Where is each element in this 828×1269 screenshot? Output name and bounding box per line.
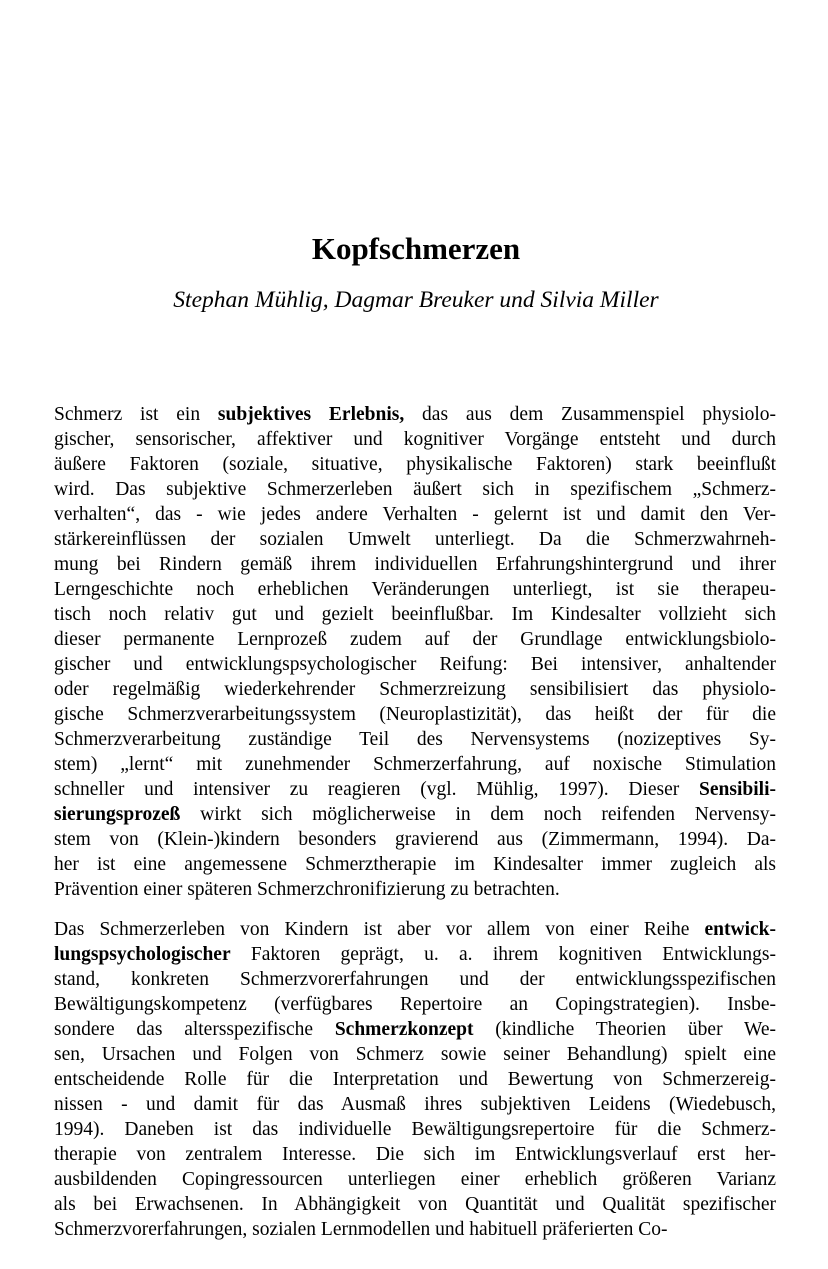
- text-line: [54, 1117, 776, 1142]
- text-line: [54, 992, 776, 1017]
- text-span: Prävention einer späteren Schmerzchronifizierung zu betrachten.: [54, 879, 560, 900]
- text-line: [54, 852, 776, 877]
- text-span: als bei Erwachsenen. In Abhängigkeit von Quantität und Qualität spezifischer: [54, 1194, 776, 1215]
- text-line: [54, 1217, 776, 1242]
- text-line: [54, 917, 776, 942]
- text-line: [54, 652, 776, 677]
- text-span: (kindliche Theorien über We-: [473, 1019, 776, 1040]
- text-line: [54, 502, 776, 527]
- text-line: [54, 1067, 776, 1092]
- text-span: Faktoren geprägt, u. a. ihrem kognitiven Entwicklungs-: [230, 944, 776, 965]
- bold-term: subjektives Erlebnis,: [217, 404, 405, 425]
- text-line: [54, 602, 776, 627]
- text-span: verhalten“, das - wie jedes andere Verhalten - gelernt ist und damit den Ver-: [54, 504, 776, 525]
- text-span: tisch noch relativ gut und gezielt beeinflußbar. Im Kindesalter vollzieht sich: [54, 604, 776, 625]
- text-line: [54, 427, 776, 452]
- text-span: dieser permanente Lernprozeß zudem auf der Grundlage entwicklungsbiolo-: [54, 629, 776, 650]
- text-line: [54, 477, 776, 502]
- text-line: [54, 1042, 776, 1067]
- bold-term: Sensibili-: [699, 779, 776, 800]
- chapter-authors: Stephan Mühlig, Dagmar Breuker und Silvia Miller: [173, 287, 659, 313]
- text-span: äußere Faktoren (soziale, situative, physikalische Faktoren) stark beeinflußt: [54, 454, 776, 475]
- text-span: stärkereinflüssen der sozialen Umwelt unterliegt. Da die Schmerzwahrneh-: [54, 529, 776, 550]
- bold-term: lungspsychologischer: [54, 944, 231, 965]
- text-span: stand, konkreten Schmerzvorerfahrungen und der entwicklungsspezifischen: [54, 969, 776, 990]
- text-span: schneller und intensiver zu reagieren (vgl. Mühlig, 1997). Dieser: [54, 779, 700, 800]
- text-line: [54, 1142, 776, 1167]
- text-line: [54, 1017, 776, 1042]
- text-line: [54, 577, 776, 602]
- text-line: [54, 942, 776, 967]
- bold-term: Schmerzkonzept: [334, 1019, 474, 1040]
- text-line: [54, 877, 776, 902]
- text-span: nissen - und damit für das Ausmaß ihres subjektiven Leidens (Wiedebusch,: [54, 1094, 776, 1115]
- text-line: [54, 677, 776, 702]
- text-line: [54, 552, 776, 577]
- text-line: [54, 1192, 776, 1217]
- chapter-title: Kopfschmerzen: [311, 231, 521, 266]
- text-line: [54, 777, 776, 802]
- text-span: therapie von zentralem Interesse. Die sich im Entwicklungsverlauf erst her-: [54, 1144, 776, 1165]
- text-span: gische Schmerzverarbeitungssystem (Neuroplastizität), das heißt der für die: [54, 704, 776, 725]
- text-span: wird. Das subjektive Schmerzerleben äußert sich in spezifischem „Schmerz-: [54, 479, 776, 500]
- text-span: das aus dem Zusammenspiel physiolo-: [404, 404, 777, 425]
- bold-term: entwick-: [704, 919, 776, 940]
- text-span: Schmerzvorerfahrungen, sozialen Lernmodellen und habituell präferierten Co-: [54, 1219, 668, 1240]
- text-span: Schmerz ist ein: [54, 404, 218, 425]
- text-span: gischer, sensorischer, affektiver und kognitiver Vorgänge entsteht und durch: [54, 429, 776, 450]
- text-span: Bewältigungskompetenz (verfügbares Repertoire an Copingstrategien). Insbe-: [54, 994, 776, 1015]
- text-line: [54, 702, 776, 727]
- text-line: [54, 1092, 776, 1117]
- text-span: gischer und entwicklungspsychologischer Reifung: Bei intensiver, anhaltender: [54, 654, 776, 675]
- text-span: sondere das altersspezifische: [54, 1019, 335, 1040]
- bold-term: sierungsprozeß: [54, 804, 181, 825]
- text-span: stem von (Klein-)kindern besonders gravierend aus (Zimmermann, 1994). Da-: [54, 829, 776, 850]
- text-span: 1994). Daneben ist das individuelle Bewältigungsrepertoire für die Schmerz-: [54, 1119, 776, 1140]
- text-line: [54, 452, 776, 477]
- text-span: mung bei Rindern gemäß ihrem individuellen Erfahrungshintergrund und ihrer: [54, 554, 776, 575]
- text-line: [54, 527, 776, 552]
- text-span: wirkt sich möglicherweise in dem noch reifenden Nervensy-: [180, 804, 776, 825]
- text-line: [54, 727, 776, 752]
- text-span: entscheidende Rolle für die Interpretation und Bewertung von Schmerzereig-: [54, 1069, 776, 1090]
- text-line: [54, 827, 776, 852]
- text-span: sen, Ursachen und Folgen von Schmerz sowie seiner Behandlung) spielt eine: [54, 1044, 776, 1065]
- text-span: Schmerzverarbeitung zuständige Teil des Nervensystems (nozizeptives Sy-: [54, 729, 776, 750]
- text-line: [54, 402, 776, 427]
- text-span: ausbildenden Copingressourcen unterliegen einer erheblich größeren Varianz: [54, 1169, 776, 1190]
- text-span: stem) „lernt“ mit zunehmender Schmerzerfahrung, auf noxische Stimulation: [54, 754, 776, 775]
- text-line: [54, 1167, 776, 1192]
- text-span: Lerngeschichte noch erheblichen Veränderungen unterliegt, ist sie therapeu-: [54, 579, 776, 600]
- text-line: [54, 752, 776, 777]
- text-line: [54, 627, 776, 652]
- text-span: Das Schmerzerleben von Kindern ist aber vor allem von einer Reihe: [54, 919, 705, 940]
- text-line: [54, 802, 776, 827]
- text-span: her ist eine angemessene Schmerztherapie im Kindesalter immer zugleich als: [54, 854, 776, 875]
- text-span: oder regelmäßig wiederkehrender Schmerzreizung sensibilisiert das physiolo-: [54, 679, 776, 700]
- text-line: [54, 967, 776, 992]
